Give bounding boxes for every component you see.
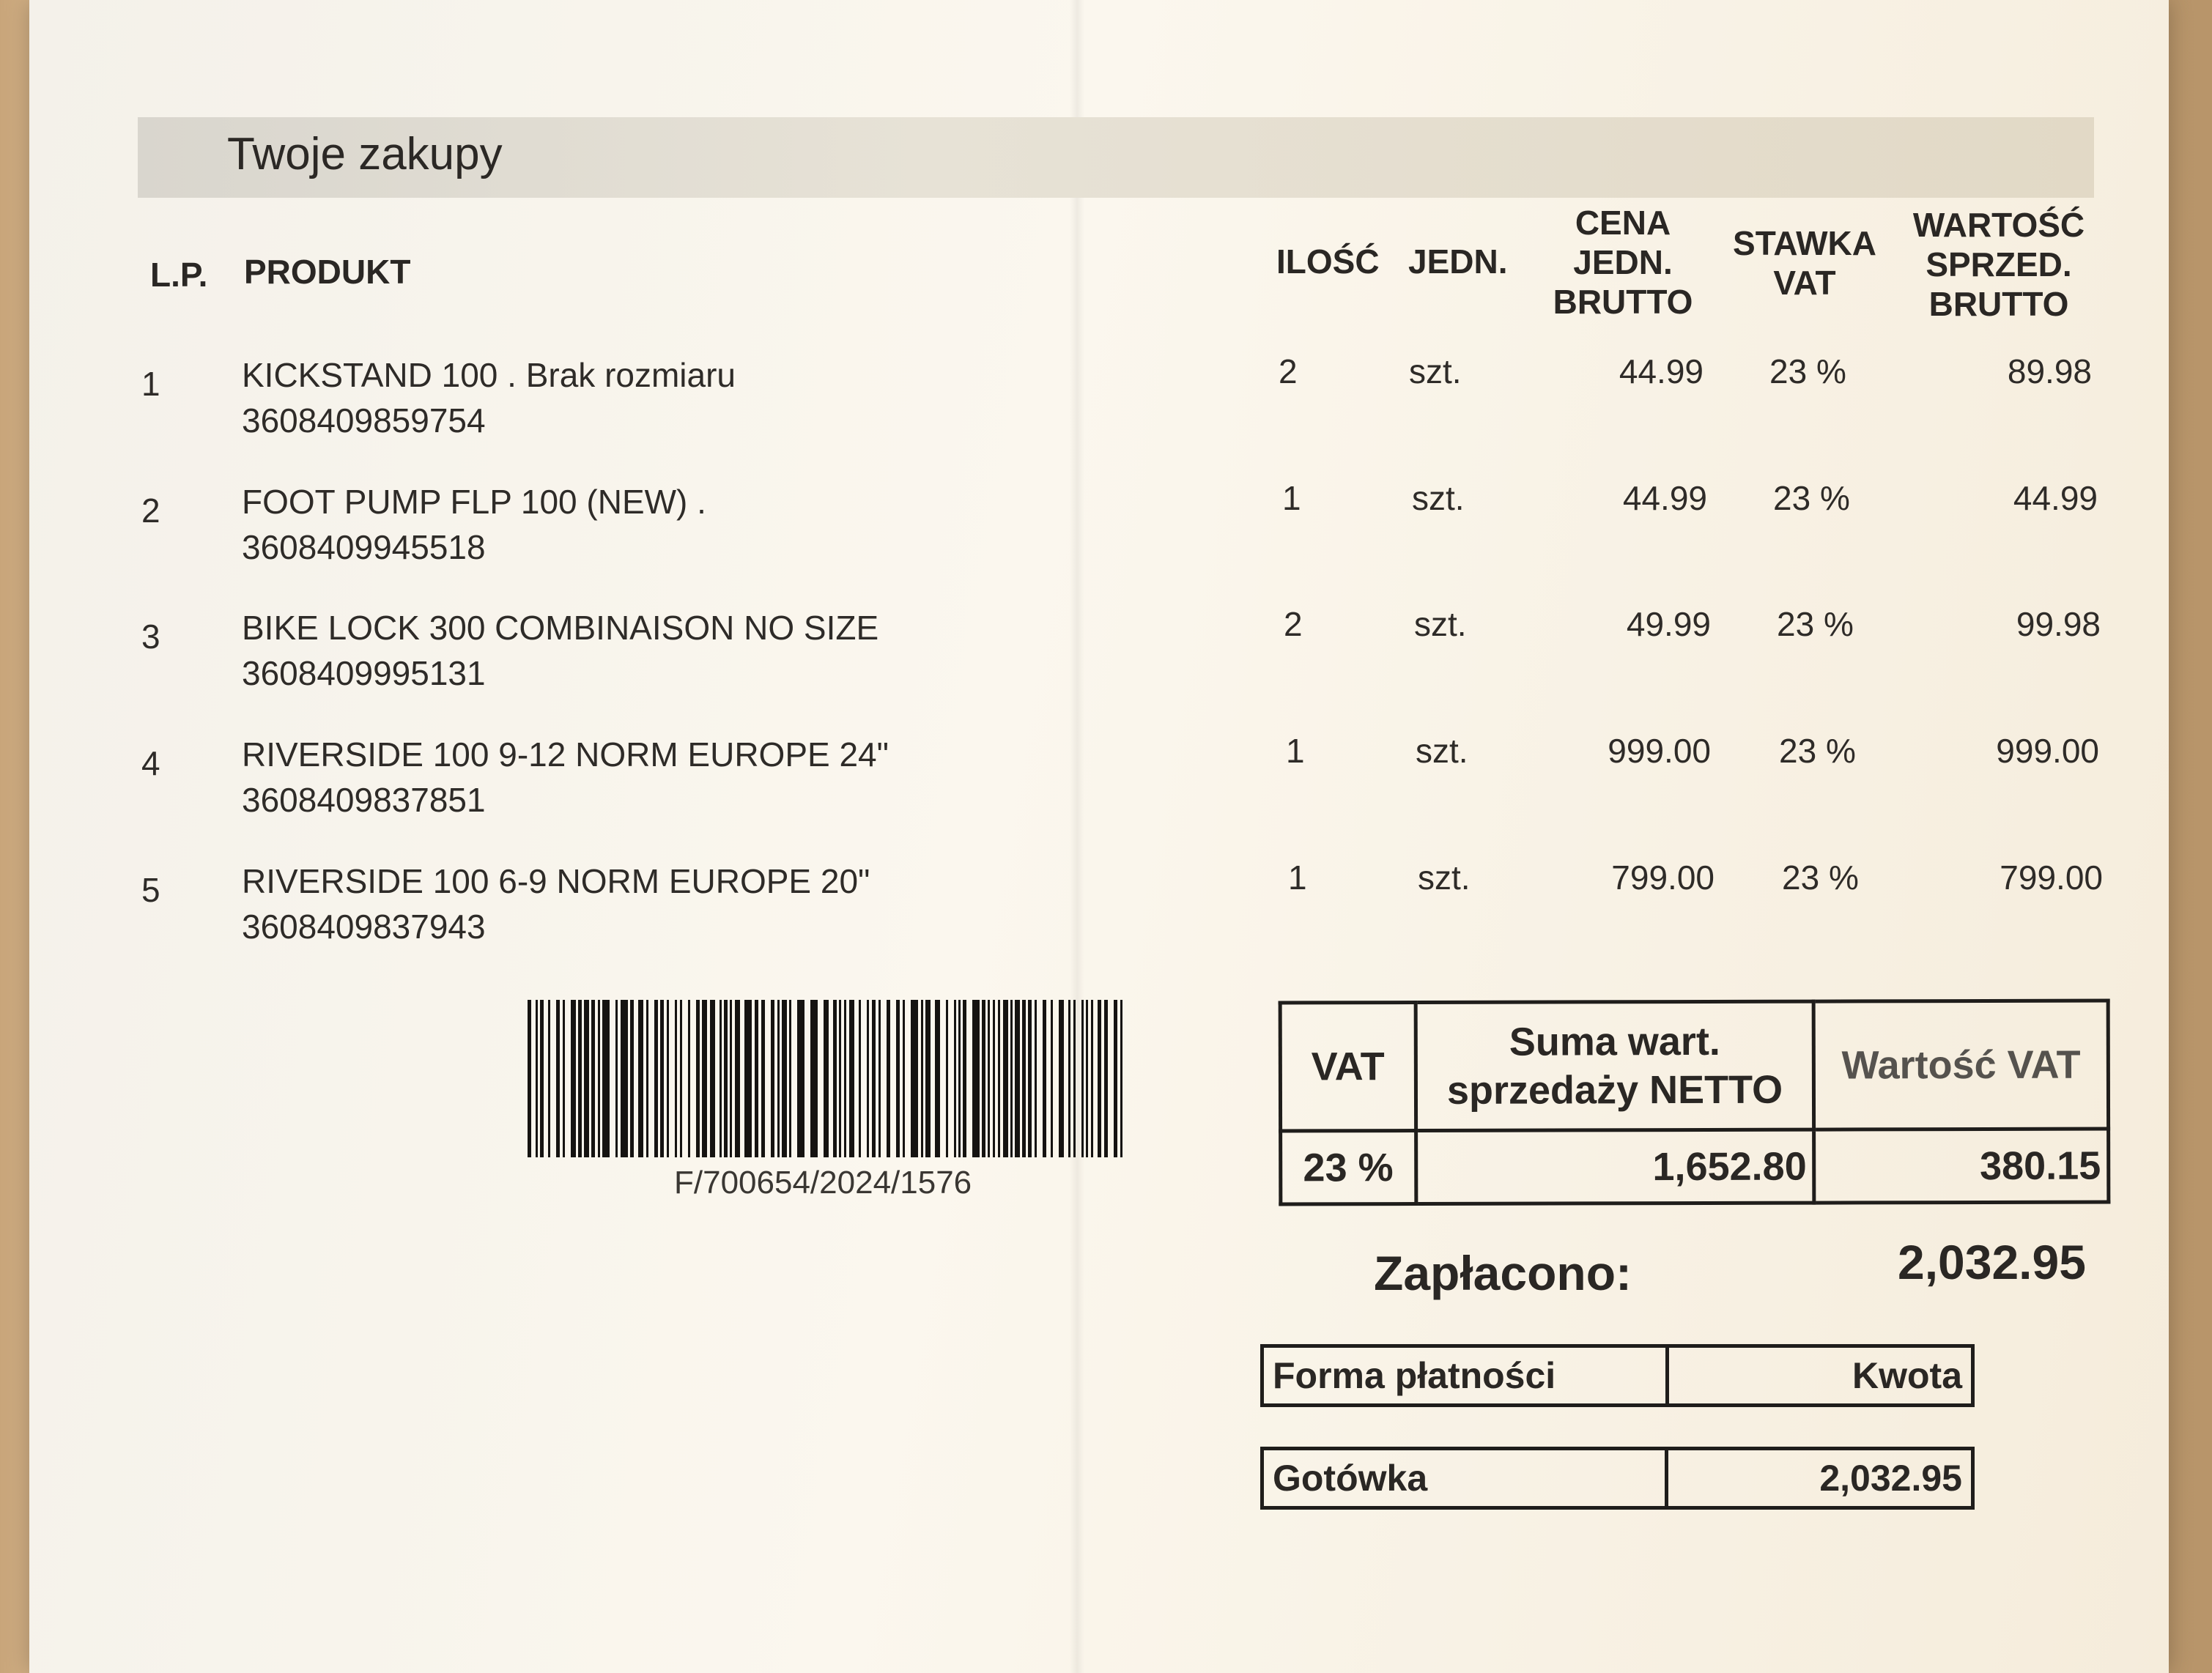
payment-amount-header: Kwota — [1668, 1346, 1973, 1406]
item-unit: szt. — [1414, 605, 1467, 643]
payment-method: Gotówka — [1262, 1449, 1667, 1508]
item-code: 3608409995131 — [242, 654, 486, 692]
item-code: 3608409859754 — [242, 401, 486, 439]
item-name: RIVERSIDE 100 9-12 NORM EUROPE 24" — [242, 735, 889, 774]
item-unit: szt. — [1412, 479, 1465, 517]
item-lp: 2 — [141, 491, 160, 530]
col-header-unit: JEDN. — [1408, 242, 1508, 281]
item-qty: 2 — [1284, 605, 1303, 643]
item-unit: szt. — [1418, 858, 1471, 897]
payment-amount: 2,032.95 — [1666, 1449, 1972, 1508]
vat-value-header: Wartość VAT — [1814, 1001, 2109, 1129]
col-header-lp: L.P. — [150, 256, 208, 294]
item-vat: 23 % — [1782, 858, 1859, 897]
table-row — [0, 732, 2212, 837]
col-header-qty: ILOŚĆ — [1276, 242, 1380, 281]
item-unit-price: 799.00 — [1611, 858, 1715, 897]
paid-label: Zapłacono: — [1374, 1246, 1632, 1300]
item-lp: 4 — [141, 744, 160, 782]
payment-row-table — [1260, 1447, 1975, 1510]
item-unit: szt. — [1416, 732, 1468, 770]
item-value: 99.98 — [2016, 605, 2101, 643]
item-lp: 3 — [141, 617, 160, 656]
item-value: 799.00 — [2000, 858, 2103, 897]
table-row — [0, 352, 2212, 458]
item-unit: szt. — [1409, 352, 1462, 390]
vat-header: VAT — [1280, 1002, 1416, 1130]
col-header-product: PRODUKT — [244, 253, 411, 291]
vat-summary-table — [1279, 999, 2111, 1206]
vat-value: 380.15 — [1814, 1129, 2109, 1203]
item-name: BIKE LOCK 300 COMBINAISON NO SIZE — [242, 609, 879, 647]
item-name: KICKSTAND 100 . Brak rozmiaru — [242, 356, 736, 394]
item-code: 3608409945518 — [242, 528, 486, 566]
item-unit-price: 49.99 — [1626, 605, 1711, 643]
item-unit-price: 44.99 — [1619, 352, 1704, 390]
payment-method-header: Forma płatności — [1262, 1346, 1668, 1406]
item-qty: 1 — [1286, 732, 1305, 770]
item-vat: 23 % — [1769, 352, 1846, 390]
item-vat: 23 % — [1773, 479, 1850, 517]
item-value: 89.98 — [2007, 352, 2092, 390]
item-vat: 23 % — [1777, 605, 1854, 643]
barcode-text: F/700654/2024/1576 — [674, 1165, 972, 1201]
item-name: FOOT PUMP FLP 100 (NEW) . — [242, 483, 706, 521]
item-unit-price: 44.99 — [1622, 479, 1707, 517]
item-qty: 1 — [1288, 858, 1307, 897]
item-code: 3608409837943 — [242, 908, 486, 946]
item-code: 3608409837851 — [242, 781, 486, 819]
item-qty: 2 — [1279, 352, 1298, 390]
paid-value: 2,032.95 — [1898, 1235, 2086, 1289]
col-header-gross-value: WARTOŚĆ SPRZED. BRUTTO — [1912, 206, 2085, 323]
item-vat: 23 % — [1779, 732, 1856, 770]
section-title: Twoje zakupy — [227, 129, 503, 179]
item-unit-price: 999.00 — [1608, 732, 1711, 770]
col-header-vat-rate: STAWKA VAT — [1733, 224, 1876, 302]
table-row — [0, 858, 2212, 964]
payment-header-table — [1260, 1344, 1975, 1407]
col-header-unit-price: CENA JEDN. BRUTTO — [1553, 204, 1693, 321]
table-row — [0, 605, 2212, 711]
vat-rate: 23 % — [1281, 1130, 1416, 1203]
item-lp: 5 — [141, 871, 160, 909]
table-row — [0, 479, 2212, 585]
item-lp: 1 — [141, 365, 160, 403]
net-sum-header: Suma wart. sprzedaży NETTO — [1416, 1001, 1814, 1130]
item-qty: 1 — [1282, 479, 1301, 517]
item-value: 44.99 — [2013, 479, 2098, 517]
net-sum-value: 1,652.80 — [1416, 1129, 1814, 1203]
barcode — [528, 1000, 1128, 1157]
item-value: 999.00 — [1996, 732, 2099, 770]
item-name: RIVERSIDE 100 6-9 NORM EUROPE 20" — [242, 862, 870, 900]
